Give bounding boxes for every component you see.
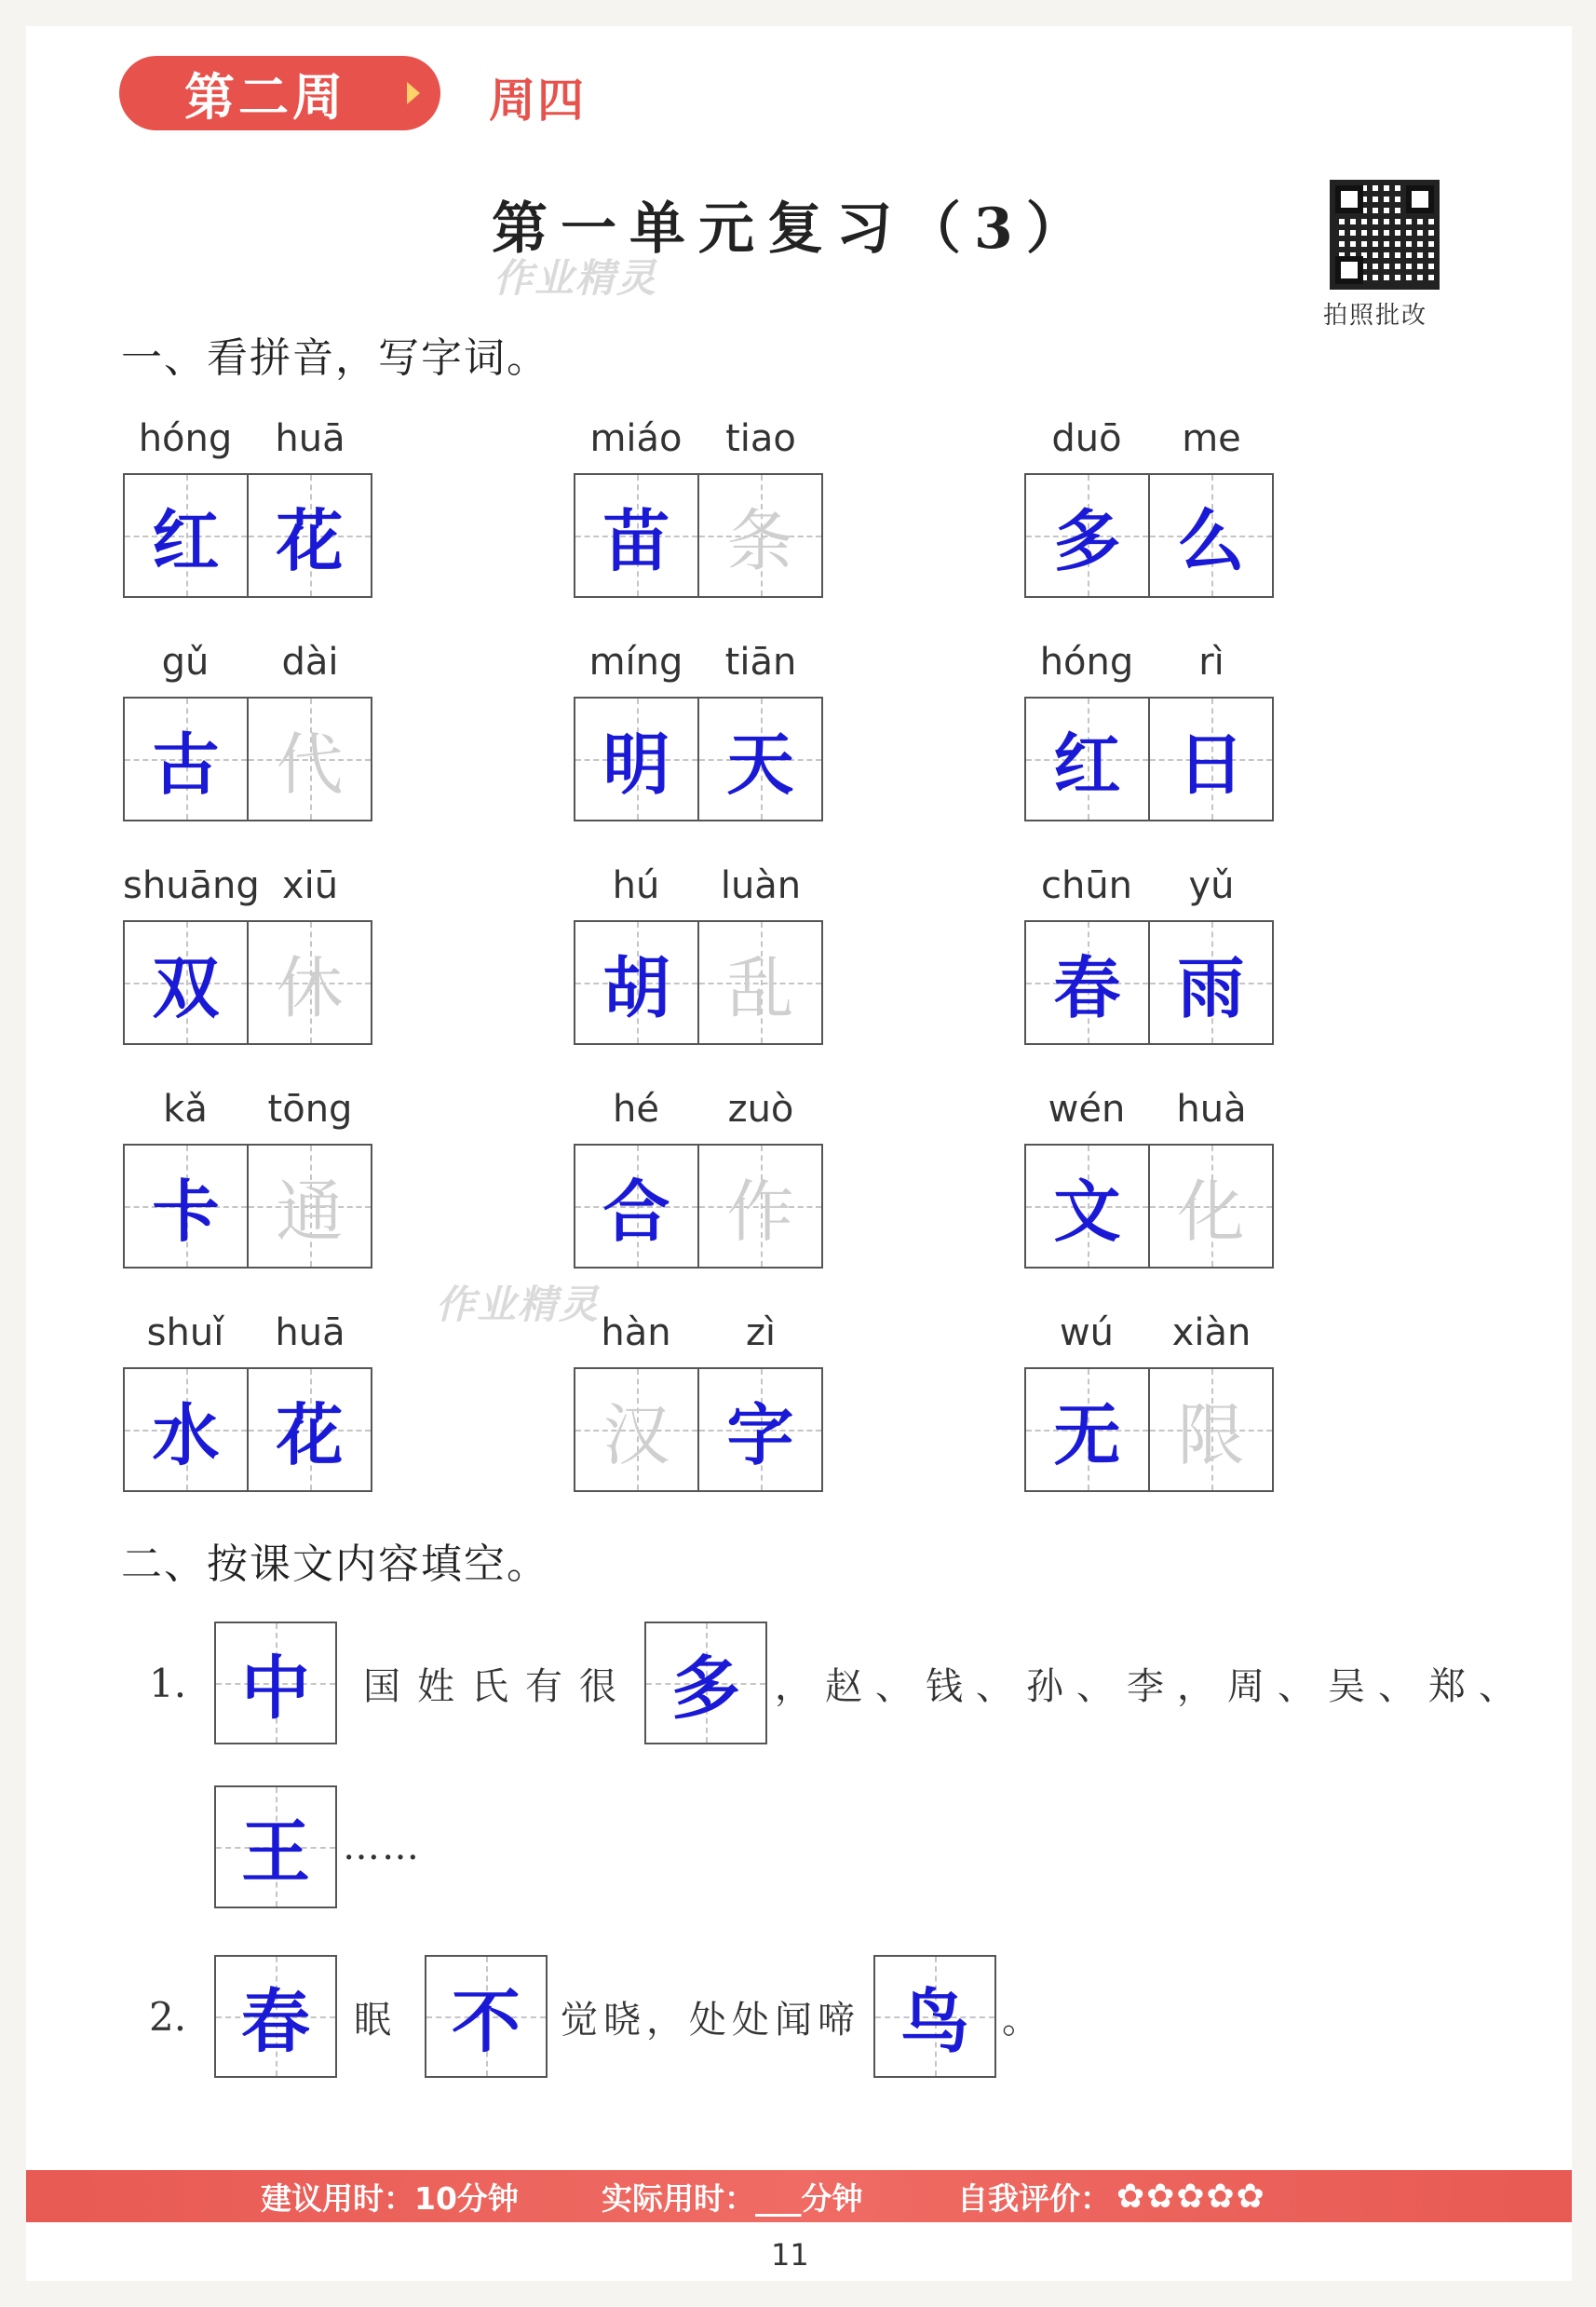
writing-boxes [1024,1144,1274,1269]
writing-cell[interactable] [697,1146,821,1267]
answer-box[interactable]: 中 [214,1622,337,1744]
handwritten-char: 字 [726,1395,794,1474]
writing-cell[interactable] [247,1369,371,1490]
pinyin-row [1024,1311,1274,1367]
writing-boxes [123,920,372,1045]
pinyin-row [1024,1088,1274,1144]
writing-cell[interactable] [1026,699,1148,820]
pinyin-label: zuò [727,1088,794,1131]
item-text: ，赵、钱、孙、李，周、吴、郑、 [775,1664,1529,1708]
pinyin-row [574,1311,823,1367]
handwritten-char: 天 [726,725,794,804]
item-text: 国姓氏有很 [363,1664,633,1708]
pinyin-label: hàn [601,1311,671,1354]
writing-boxes [574,1144,823,1269]
pinyin-label: hú [612,864,660,907]
writing-boxes [123,1144,372,1269]
handwritten-char: 双 [152,948,220,1027]
handwritten-char: 水 [152,1395,220,1474]
word-item [1024,1088,1274,1269]
pinyin-row [574,417,823,473]
self-evaluation [957,2175,1266,2219]
handwritten-char: 文 [1053,1172,1121,1251]
pinyin-label: me [1182,417,1241,460]
fill-item-2 [149,1954,1067,2079]
section2-title: 二、按课文内容填空。 [121,1540,549,1588]
trace-char: 休 [276,949,344,1027]
answer-box[interactable]: 春 [214,1955,337,2078]
word-item [123,417,372,598]
handwritten-char: 胡 [602,948,670,1027]
writing-boxes [1024,473,1274,598]
writing-cell[interactable] [1026,922,1148,1043]
writing-boxes [123,697,372,821]
writing-cell[interactable] [697,922,821,1043]
pinyin-label: míng [588,641,683,684]
writing-cell[interactable] [125,699,247,820]
pinyin-label: wú [1059,1311,1115,1354]
writing-boxes [1024,697,1274,821]
writing-cell[interactable] [247,922,371,1043]
qr-caption: 拍照批改 [1323,302,1428,330]
handwritten-char: 明 [602,725,670,804]
word-item [1024,1311,1274,1492]
word-item [1024,641,1274,821]
self-eval-label: 自我评价： [957,2179,1111,2217]
writing-boxes [574,1367,823,1492]
handwritten-char: 么 [1177,501,1245,580]
pinyin-label: tiao [725,417,796,460]
section1-title: 一、看拼音，写字词。 [121,334,549,382]
writing-cell[interactable] [125,1146,247,1267]
writing-cell[interactable] [125,1369,247,1490]
word-item [123,864,372,1045]
pinyin-label: xiū [281,864,339,907]
qr-code-icon[interactable] [1330,180,1440,290]
pinyin-row [123,417,372,473]
writing-cell[interactable] [575,1369,697,1490]
play-arrow-icon [407,82,420,104]
writing-cell[interactable] [1148,1146,1272,1267]
handwritten-char: 红 [1053,725,1121,804]
trace-char: 代 [276,726,344,804]
pinyin-label: gǔ [161,641,210,684]
handwritten-char: 红 [152,501,220,580]
pinyin-label: huā [275,1311,345,1354]
answer-box[interactable]: 不 [425,1955,548,2078]
watermark: 作业精灵 [436,1282,601,1327]
word-item [574,864,823,1045]
qr-finder-icon [1335,185,1363,213]
fill-item-1-continued [214,1785,432,1909]
pinyin-label: hé [613,1088,659,1131]
pinyin-label: zì [745,1311,777,1354]
pinyin-label: huà [1176,1088,1247,1131]
writing-boxes [123,1367,372,1492]
writing-cell[interactable] [1148,699,1272,820]
word-item [574,417,823,598]
worksheet-page [26,26,1572,2281]
writing-cell[interactable] [1026,1146,1148,1267]
word-item [574,1311,823,1492]
trace-char: 条 [726,502,794,580]
day-label: 周四 [489,74,586,128]
writing-cell[interactable] [575,475,697,596]
item-text: …… [343,1825,421,1868]
trace-char: 通 [276,1173,344,1251]
trace-char: 汉 [602,1396,670,1474]
pinyin-row [1024,417,1274,473]
pinyin-label: duō [1051,417,1122,460]
writing-cell[interactable] [1148,475,1272,596]
pinyin-label: wén [1048,1088,1126,1131]
handwritten-char: 无 [1053,1395,1121,1474]
writing-cell[interactable] [247,699,371,820]
trace-char: 作 [726,1173,794,1251]
pinyin-row [574,864,823,920]
pinyin-label: xiàn [1171,1311,1251,1354]
trace-char: 乱 [726,949,794,1027]
writing-cell[interactable] [1148,922,1272,1043]
handwritten-char: 日 [1177,725,1245,804]
handwritten-char: 花 [276,1395,344,1474]
pinyin-label: rì [1198,641,1224,684]
writing-cell[interactable] [125,922,247,1043]
handwritten-char: 苗 [602,501,670,580]
word-item [1024,417,1274,598]
pinyin-row [574,1088,823,1144]
page-number: 11 [771,2237,809,2273]
item-text: 眠 [354,1998,408,2042]
pinyin-label: kǎ [163,1088,208,1131]
word-item [123,641,372,821]
pinyin-label: hóng [1039,641,1134,684]
footer-bar [26,2170,1572,2222]
word-item [574,641,823,821]
writing-boxes [1024,1367,1274,1492]
pinyin-label: yǔ [1188,864,1235,907]
page-title: 第一单元复习（3） [492,197,1095,262]
word-item [574,1088,823,1269]
pinyin-row [574,641,823,697]
handwritten-char: 雨 [1177,948,1245,1027]
word-item [123,1311,372,1492]
pinyin-label: shuāng [123,864,260,907]
handwritten-char: 花 [276,501,344,580]
qr-finder-icon [1406,185,1434,213]
trace-char: 化 [1177,1173,1245,1251]
qr-finder-icon [1335,256,1363,284]
week-label: 第二周 [184,67,346,127]
handwritten-char: 春 [1053,948,1121,1027]
handwritten-char: 合 [602,1172,670,1251]
writing-cell[interactable] [1148,1369,1272,1490]
writing-cell[interactable] [575,922,697,1043]
writing-cell[interactable] [575,1146,697,1267]
writing-boxes [574,697,823,821]
item-text: 。 [1002,1998,1056,2042]
writing-cell[interactable] [125,475,247,596]
writing-cell[interactable] [247,1146,371,1267]
pinyin-label: dài [281,641,339,684]
writing-cell[interactable] [697,1369,821,1490]
writing-cell[interactable] [697,699,821,820]
handwritten-char: 古 [152,725,220,804]
pinyin-label: chūn [1040,864,1133,907]
handwritten-char: 多 [1053,501,1121,580]
pinyin-row [123,1088,372,1144]
pinyin-label: huā [275,417,345,460]
pinyin-label: hóng [138,417,233,460]
pinyin-label: tōng [267,1088,353,1131]
pinyin-row [123,641,372,697]
writing-boxes [574,920,823,1045]
rating-stars-icon[interactable]: ✿✿✿✿✿ [1116,2177,1266,2216]
pinyin-row [1024,641,1274,697]
writing-cell[interactable] [1026,1369,1148,1490]
answer-box[interactable]: 鸟 [873,1955,996,2078]
pinyin-label: miáo [589,417,683,460]
writing-cell[interactable] [247,475,371,596]
fill-item-1 [149,1621,1540,1745]
writing-boxes [123,473,372,598]
pinyin-label: luàn [720,864,802,907]
trace-char: 限 [1177,1396,1245,1474]
week-badge [119,56,440,130]
item-number: 2. [149,1993,187,2040]
word-item [1024,864,1274,1045]
writing-cell[interactable] [1026,475,1148,596]
answer-box[interactable]: 王 [214,1785,337,1908]
pinyin-label: shuǐ [146,1311,224,1354]
writing-cell[interactable] [697,475,821,596]
item-number: 1. [149,1660,187,1706]
writing-boxes [1024,920,1274,1045]
item-text: 觉晓，处处闻啼 [561,1998,860,2042]
watermark: 作业精灵 [494,255,658,301]
pinyin-label: tiān [724,641,797,684]
word-item [123,1088,372,1269]
pinyin-row [123,864,372,920]
answer-box[interactable]: 多 [644,1622,767,1744]
pinyin-row [1024,864,1274,920]
pinyin-row [123,1311,372,1367]
writing-cell[interactable] [575,699,697,820]
actual-time: 实际用时：___分钟 [602,2179,863,2217]
suggested-time: 建议用时：10分钟 [261,2179,519,2217]
handwritten-char: 卡 [152,1172,220,1251]
writing-boxes [574,473,823,598]
